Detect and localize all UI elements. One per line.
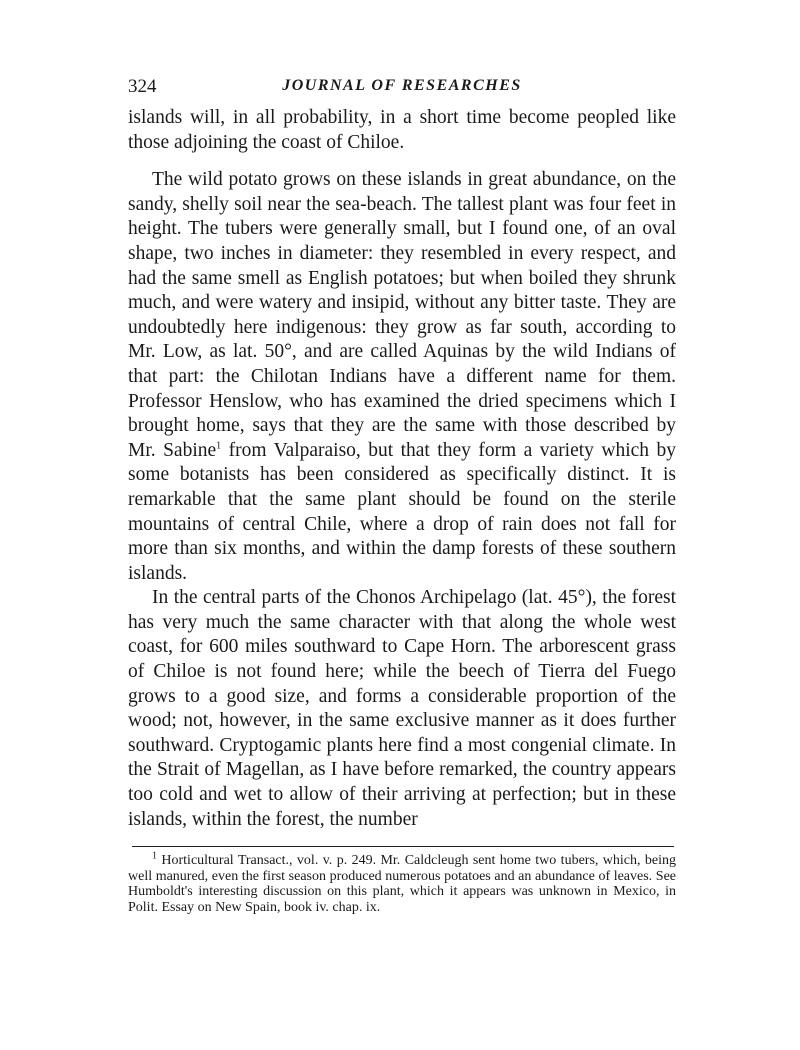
footnote xyxy=(128,850,676,915)
running-title: JOURNAL OF RESEARCHES xyxy=(282,77,522,94)
paragraph-wild-potato xyxy=(128,168,676,586)
footnote-text: Horticultural Transact., vol. v. p. 249. Mr. Caldcleugh sent home two tubers, which, being well manured, even the first season produced numerous potatoes and an abundance of leaves. See Humboldt's interesting discussion on this plant, which it appears was unknown in Mexico, in Polit. Essay on New Spain, book iv. chap. ix. xyxy=(128,853,676,915)
footnote-marker: 1 xyxy=(152,850,157,862)
paragraph-chonos-forest: In the central parts of the Chonos Archipelago (lat. 45°), the forest has very much the same character with that along the whole west coast, for 600 miles southward to Cape Horn. The arborescent grass of Chiloe is not found here; while the beech of Tierra del Fuego grows to a good size, and forms a considerable proportion of the wood; not, however, in the same exclusive manner as it does further southward. Cryptogamic plants here find a most congenial climate. In the Strait of Magellan, as I have before remarked, the country appears too cold and wet to allow of their arriving at perfection; but in these islands, within the forest, the number xyxy=(128,587,676,830)
body-text xyxy=(128,106,676,832)
paragraph-continuation: islands will, in all probability, in a short time become peopled like those adjoining the coast of Chiloe. xyxy=(128,107,676,153)
book-page xyxy=(128,76,676,915)
page-number: 324 xyxy=(128,76,157,97)
paragraph-wild-potato-part-1: The wild potato grows on these islands in great abundance, on the sandy, shelly soil near the sea-beach. The tallest plant was four feet in height. The tubers were generally small, but I found one, of an oval shape, two inches in diameter: they resembled in every respect, and had the same smell as English potatoes; but when boiled they shrunk much, and were watery and insipid, without any bitter taste. They are undoubtedly here indigenous: they grow as far south, according to Mr. Low, as lat. 50°, and are called Aquinas by the wild Indians of that part: the Chilotan Indians have a different name for them. Professor Henslow, who has examined the dried specimens which I brought home, says that they are the same with those described by Mr. Sabine xyxy=(128,169,676,461)
paragraph-wild-potato-part-2: from Valparaiso, but that they form a variety which by some botanists has been considered as specifically distinct. It is remarkable that the same plant should be found on the sterile mountains of central Chile, where a drop of rain does not fall for more than six months, and within the damp forests of these southern islands. xyxy=(128,439,676,584)
footnote-reference: 1 xyxy=(216,440,222,452)
footnote-divider xyxy=(132,846,674,847)
running-head xyxy=(128,76,676,106)
